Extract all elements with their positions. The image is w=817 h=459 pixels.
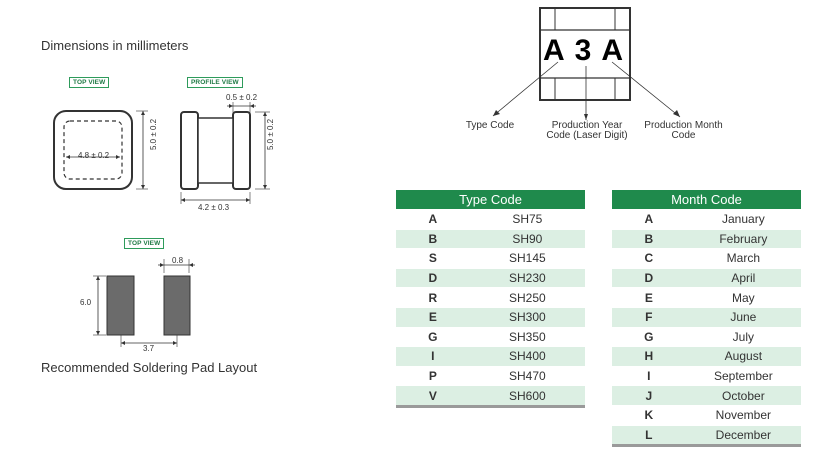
code-letter: R [396,288,470,308]
pad-spacing-dim: 3.7 [143,344,155,353]
table-row [612,347,801,367]
pad-height-dim: 6.0 [80,298,92,307]
month-label-line2: Code [671,130,696,141]
code-letter: G [612,327,686,347]
code-value: September [686,366,801,386]
code-value: March [686,249,801,269]
code-letter: B [612,229,686,249]
code-value: SH470 [470,366,585,386]
table-row [612,210,801,230]
code-letter: A [612,210,686,230]
profile-width-dim: 4.2 ± 0.3 [198,203,230,212]
code-value: SH75 [470,210,585,230]
month-table-title: Month Code [612,190,801,210]
year-label-line2: Code (Laser Digit) [546,130,628,141]
code-letter: S [396,249,470,269]
code-letter: I [612,366,686,386]
table-row [396,229,585,249]
table-row [396,366,585,386]
table-row [612,249,801,269]
pad-top-view-tag: TOP VIEW [124,238,164,249]
month-label-line1: Production Month [644,120,723,131]
code-letter: K [612,405,686,425]
code-letter: G [396,327,470,347]
pad-layout-drawing [88,255,198,355]
code-letter: C [612,249,686,269]
code-value: November [686,405,801,425]
table-row [396,347,585,367]
code-letter: P [396,366,470,386]
pad-width-dim: 0.8 [172,256,184,265]
profile-view-tag: PROFILE VIEW [187,77,243,88]
code-value: SH300 [470,307,585,327]
code-letter: F [612,307,686,327]
code-value: July [686,327,801,347]
table-row [612,366,801,386]
code-value: SH600 [470,386,585,407]
pad-left [107,276,134,335]
table-row [612,425,801,446]
code-letter: J [612,386,686,406]
code-value: SH90 [470,229,585,249]
table-row [612,268,801,288]
top-view-drawing [48,105,163,195]
table-row [396,249,585,269]
pad-layout-caption: Recommended Soldering Pad Layout [41,360,258,375]
code-letter: E [396,307,470,327]
code-value: SH145 [470,249,585,269]
code-letter: B [396,229,470,249]
type-code-annotation: Type Code [465,120,515,131]
table-row [396,210,585,230]
code-value: SH350 [470,327,585,347]
marking-year-char: 3 [574,34,592,67]
table-row [612,288,801,308]
table-row [396,288,585,308]
top-height-dim: 5.0 ± 0.2 [149,118,158,150]
table-row [612,229,801,249]
code-letter: I [396,347,470,367]
year-label-line1: Production Year [551,120,623,131]
code-letter: H [612,347,686,367]
table-row [396,268,585,288]
table-row [612,307,801,327]
code-letter: D [396,268,470,288]
marking-type-char: A [543,34,565,67]
code-letter: A [396,210,470,230]
code-value: SH400 [470,347,585,367]
table-row [396,386,585,407]
code-value: SH230 [470,268,585,288]
code-value: August [686,347,801,367]
code-letter: V [396,386,470,407]
table-row [612,327,801,347]
month-code-table [612,190,801,447]
table-row [612,405,801,425]
table-row [396,307,585,327]
table-row [612,386,801,406]
marking-code [543,34,623,68]
production-month-annotation [636,121,731,141]
code-value: April [686,268,801,288]
production-year-annotation [537,121,637,141]
code-value: October [686,386,801,406]
code-value: January [686,210,801,230]
code-value: February [686,229,801,249]
code-value: SH250 [470,288,585,308]
pad-right [164,276,190,335]
type-code-table [396,190,585,408]
code-value: December [686,425,801,446]
top-view-tag: TOP VIEW [69,77,109,88]
profile-view-drawing [175,100,280,215]
code-letter: L [612,425,686,446]
inner-width-dim: 4.8 ± 0.2 [78,151,110,160]
profile-top-dim: 0.5 ± 0.2 [226,93,258,102]
marking-month-char: A [601,34,623,67]
code-letter: E [612,288,686,308]
code-letter: D [612,268,686,288]
code-value: May [686,288,801,308]
table-row [396,327,585,347]
dimensions-heading: Dimensions in millimeters [41,38,189,53]
code-value: June [686,307,801,327]
type-table-title: Type Code [396,190,585,210]
profile-height-dim: 5.0 ± 0.2 [266,118,275,150]
